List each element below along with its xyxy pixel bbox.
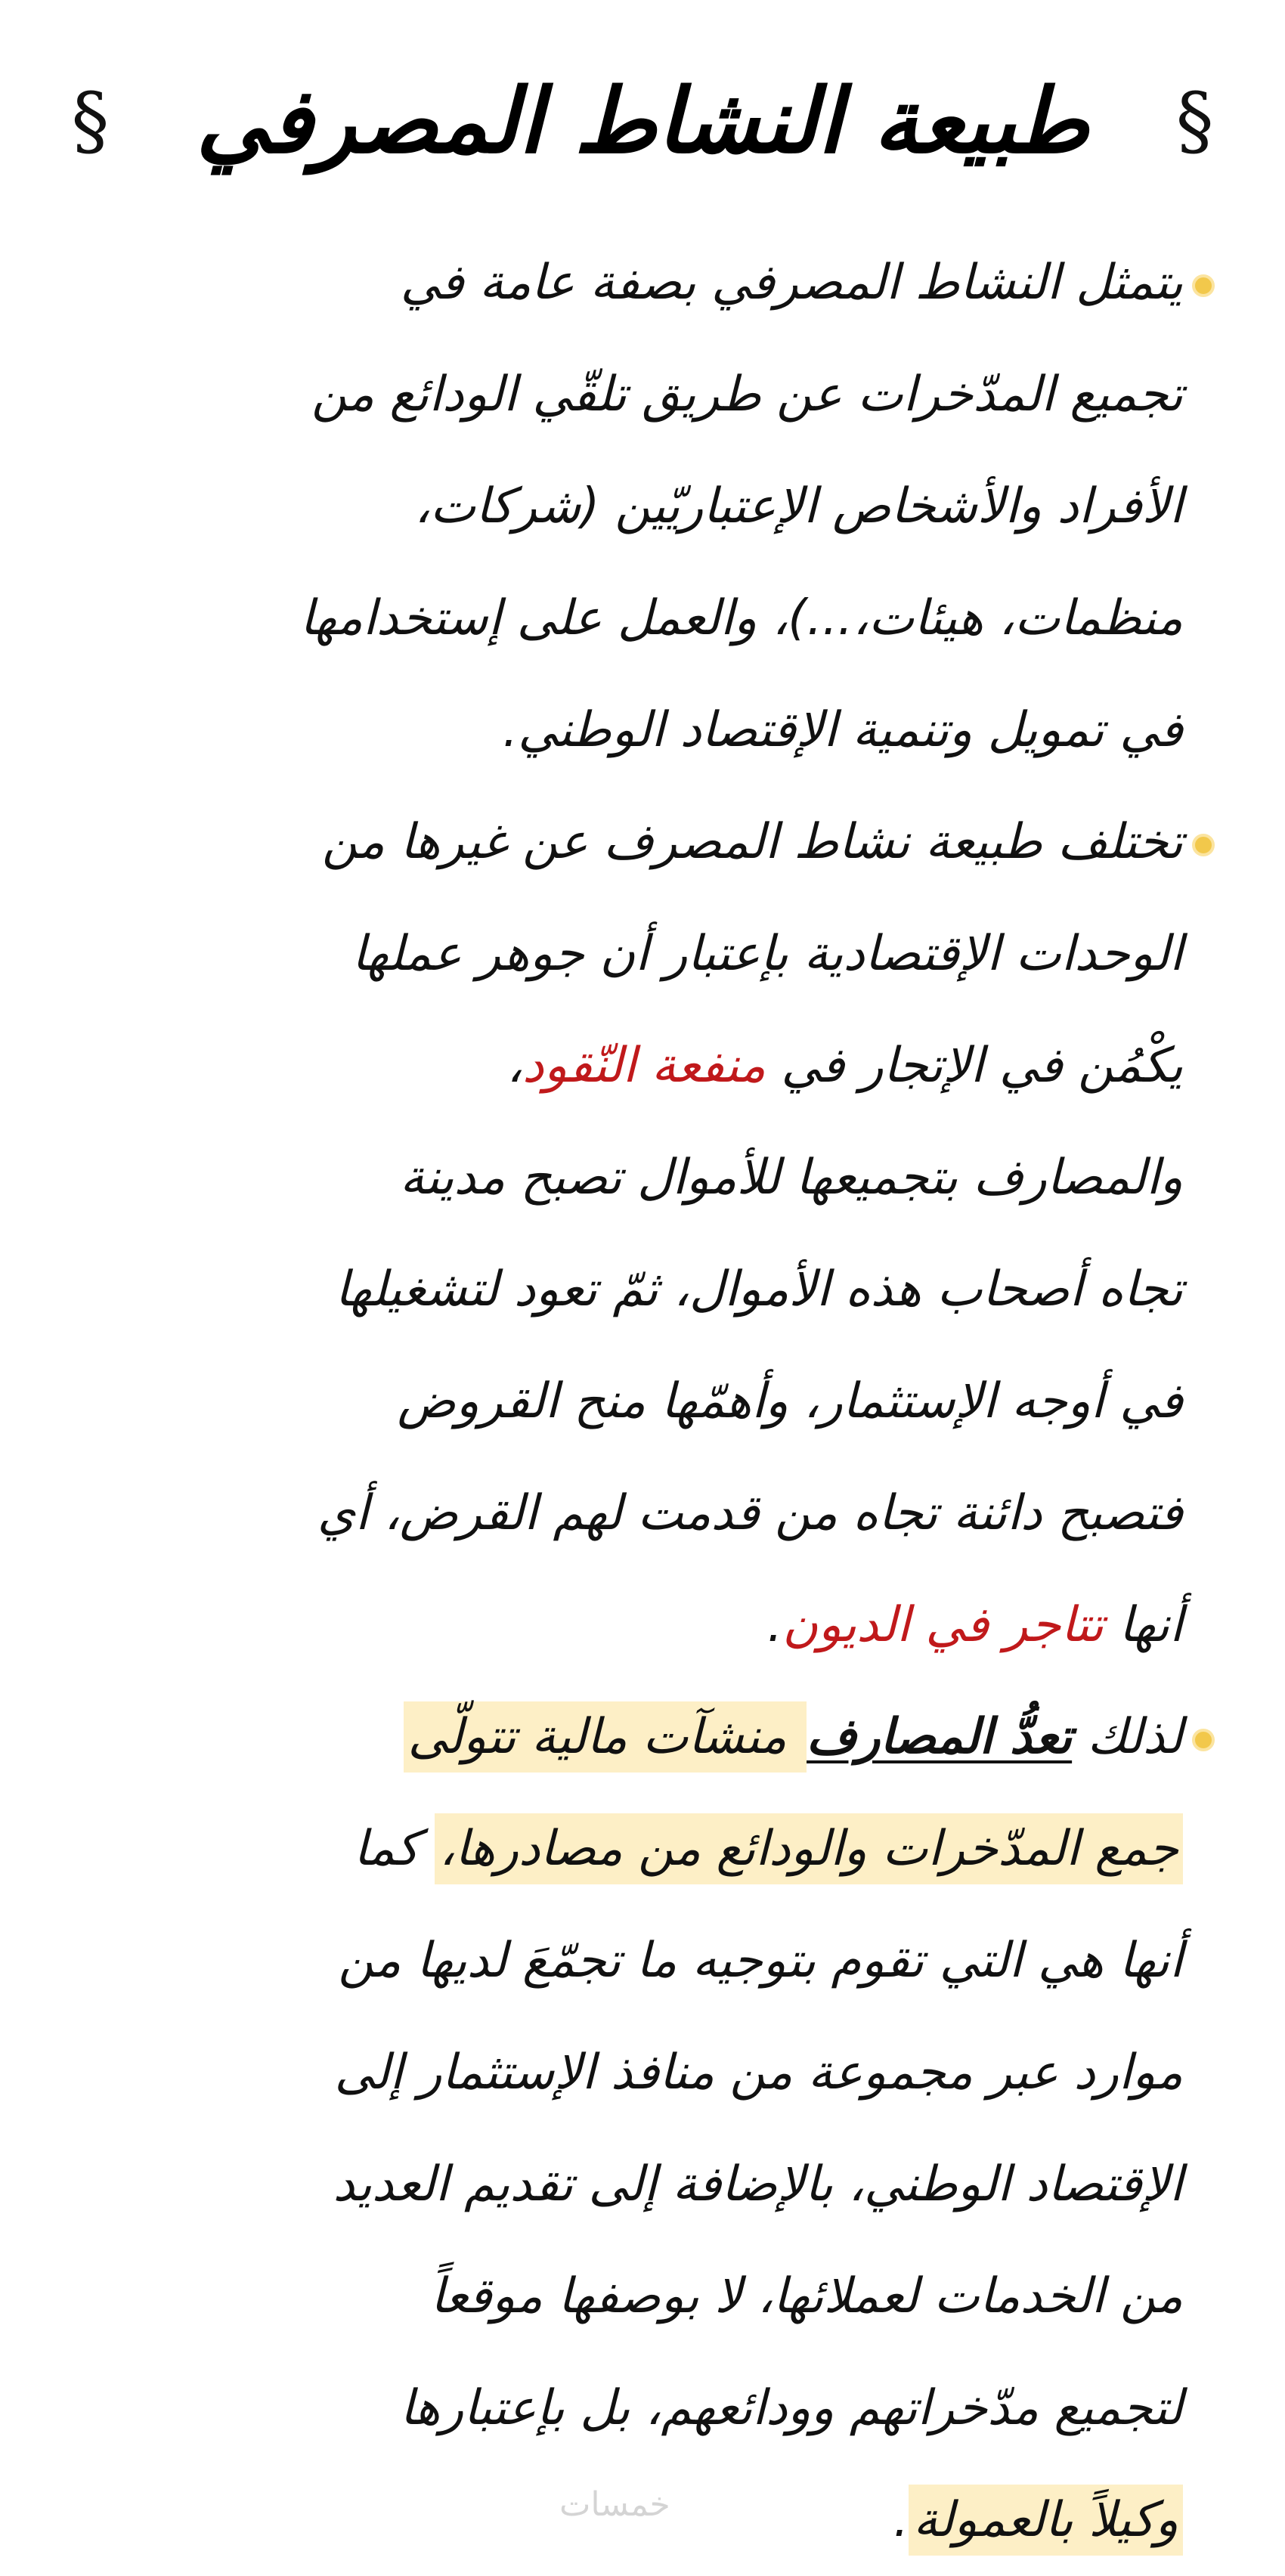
- section-sign-left: §: [71, 76, 110, 165]
- text-line: يكْمُن في الإتجار في منفعة النّقود،: [506, 1038, 1183, 1094]
- paragraph-1: [94, 227, 1183, 786]
- text-line: لذلك تعدُّ المصارف منشآت مالية تتولّى: [94, 1681, 1183, 1793]
- text-line: منظمات، هيئات،...)، والعمل على إستخدامها: [299, 590, 1183, 646]
- text-line: جمع المدّخرات والودائع من مصادرها، كما: [94, 1793, 1183, 1905]
- text-line: الأفراد والأشخاص الإعتباريّين (شركات،: [414, 478, 1183, 534]
- text-line: تختلف طبيعة نشاط المصرف عن غيرها من: [322, 814, 1183, 870]
- bullet-icon: [1192, 1729, 1215, 1751]
- text-line: من الخدمات لعملائها، لا بوصفها موقعاً: [430, 2268, 1183, 2324]
- emphasis-red: تتاجر في الديون: [782, 1597, 1104, 1653]
- emphasis-red: منفعة النّقود: [522, 1038, 766, 1094]
- highlight: جمع المدّخرات والودائع من مصادرها،: [435, 1813, 1183, 1884]
- text-line: الوحدات الإقتصادية بإعتبار أن جوهر عملها: [351, 926, 1183, 982]
- text-line: وكيلاً بالعمولة.: [94, 2464, 1183, 2576]
- paragraph-2: [94, 786, 1183, 1681]
- text-line: موارد عبر مجموعة من منافذ الإستثمار إلى: [334, 2045, 1183, 2101]
- emphasis-bold-underline: تعدُّ المصارف: [807, 1709, 1073, 1765]
- text-line: في تمويل وتنمية الإقتصاد الوطني.: [502, 702, 1183, 758]
- text-line: يتمثل النشاط المصرفي بصفة عامة في: [400, 255, 1183, 311]
- highlight: منشآت مالية تتولّى: [404, 1701, 807, 1773]
- text-line: أنها تتاجر في الديون.: [766, 1597, 1183, 1653]
- bullet-icon: [1192, 834, 1215, 856]
- highlight: وكيلاً بالعمولة: [909, 2485, 1183, 2556]
- text-line: الإقتصاد الوطني، بالإضافة إلى تقديم العديد: [333, 2156, 1183, 2212]
- text-line: تجميع المدّخرات عن طريق تلقّي الودائع من: [311, 367, 1183, 423]
- bullet-icon: [1192, 274, 1215, 297]
- watermark: خمسات: [559, 2485, 670, 2524]
- text-line: تجاه أصحاب هذه الأموال، ثمّ تعود لتشغيلها: [335, 1262, 1183, 1317]
- text-line: في أوجه الإستثمار، وأهمّها منح القروض: [397, 1373, 1183, 1429]
- section-sign-right: §: [1175, 76, 1214, 165]
- text-line: فتصبح دائنة تجاه من قدمت لهم القرض، أي: [317, 1485, 1183, 1541]
- title-row: [0, 53, 1285, 189]
- text-line: لتجميع مدّخراتهم وودائعهم، بل بإعتبارها: [400, 2380, 1183, 2436]
- text-line: أنها هي التي تقوم بتوجيه ما تجمّعَ لديها من: [338, 1933, 1183, 1989]
- text-line: والمصارف بتجميعها للأموال تصبح مدينة: [400, 1150, 1183, 1206]
- content-body: [94, 227, 1183, 2576]
- paragraph-3: [94, 1681, 1183, 2576]
- page-title: طبيعة النشاط المصرفي: [196, 68, 1089, 173]
